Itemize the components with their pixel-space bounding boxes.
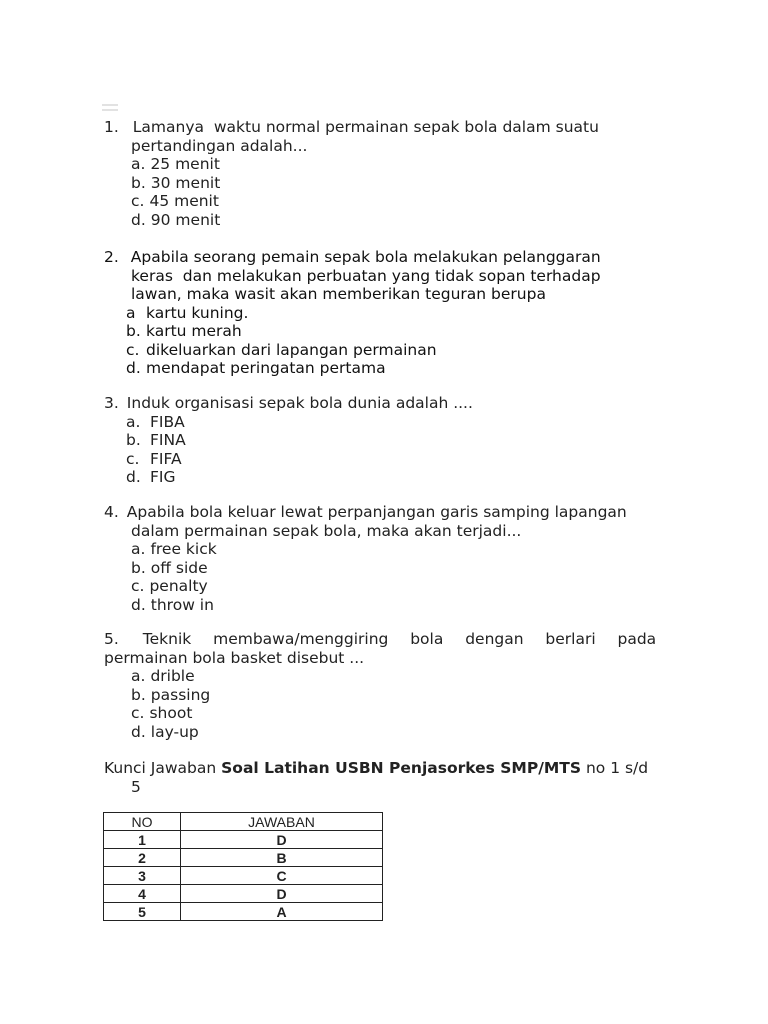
answer-key-suffix: no 1 s/d xyxy=(581,759,649,777)
option-d xyxy=(131,596,672,615)
option-letter: c. xyxy=(131,577,145,595)
question-5 xyxy=(104,630,672,741)
table-cell-answer: C xyxy=(181,867,383,885)
option-letter: a xyxy=(126,303,136,322)
table-cell-answer: D xyxy=(181,831,383,849)
table-header-row xyxy=(104,813,383,831)
option-a xyxy=(131,155,672,174)
answer-key-heading xyxy=(104,759,672,796)
option-c xyxy=(131,704,672,723)
option-text: dikeluarkan dari lapangan permainan xyxy=(146,340,437,359)
option-letter: d. xyxy=(131,595,146,614)
table-row xyxy=(104,831,383,849)
question-text-line: Lamanya waktu normal permainan sepak bola dalam suatu xyxy=(132,118,599,136)
question-5-options xyxy=(131,667,672,741)
question-text-line: lawan, maka wasit akan memberikan teguran berupa xyxy=(131,285,546,303)
question-2-stem xyxy=(104,248,672,304)
option-text: throw in xyxy=(150,595,214,614)
option-text: shoot xyxy=(149,704,193,722)
table-cell-no: 2 xyxy=(104,849,181,867)
question-2-options xyxy=(126,304,672,378)
option-letter: a. xyxy=(131,667,146,685)
question-3 xyxy=(104,394,672,487)
option-a xyxy=(126,413,672,432)
option-letter: a. xyxy=(126,412,141,431)
option-text: 30 menit xyxy=(150,173,221,192)
option-d xyxy=(131,723,672,742)
option-text: FIFA xyxy=(150,449,182,468)
option-text: penalty xyxy=(149,577,208,595)
option-letter: d. xyxy=(126,359,141,377)
question-3-options xyxy=(126,413,672,487)
option-text: lay-up xyxy=(150,722,199,741)
question-4-stem xyxy=(104,503,672,540)
table-cell-no: 5 xyxy=(104,903,181,921)
table-cell-answer: B xyxy=(181,849,383,867)
table-row xyxy=(104,867,383,885)
option-c xyxy=(126,341,672,360)
answer-key-range-end: 5 xyxy=(131,777,141,796)
table-row xyxy=(104,849,383,867)
option-text: 90 menit xyxy=(150,210,221,229)
question-number: 3. xyxy=(104,394,119,412)
question-number: 2. xyxy=(104,248,119,266)
option-a xyxy=(126,304,672,323)
option-text: passing xyxy=(150,685,211,704)
table-cell-no: 3 xyxy=(104,867,181,885)
table-cell-answer: A xyxy=(181,903,383,921)
option-c xyxy=(131,577,672,596)
option-b xyxy=(126,431,672,450)
option-text: kartu merah xyxy=(146,322,242,340)
option-text: 45 menit xyxy=(149,192,219,210)
option-text: drible xyxy=(150,667,195,685)
question-text-line: dalam permainan sepak bola, maka akan terjadi... xyxy=(131,521,522,540)
question-1-options xyxy=(131,155,672,229)
question-number: 4. xyxy=(104,503,119,521)
question-3-stem xyxy=(104,394,672,413)
option-letter: c. xyxy=(131,192,145,210)
option-text: mendapat peringatan pertama xyxy=(146,359,386,377)
option-letter: c. xyxy=(126,340,140,359)
question-2 xyxy=(104,248,672,378)
option-letter: a. xyxy=(131,155,146,173)
option-a xyxy=(131,540,672,559)
option-letter: c. xyxy=(131,704,145,722)
question-5-stem xyxy=(104,630,672,667)
question-1-stem xyxy=(104,118,672,155)
option-letter: b. xyxy=(131,685,146,704)
option-text: off side xyxy=(150,558,208,577)
option-a xyxy=(131,667,672,686)
answer-table xyxy=(103,812,383,921)
question-number: 5. xyxy=(104,630,119,648)
question-4 xyxy=(104,503,672,614)
option-d xyxy=(131,211,672,230)
option-text: free kick xyxy=(150,540,217,558)
option-d xyxy=(126,359,672,378)
option-b xyxy=(131,686,672,705)
option-text: 25 menit xyxy=(150,155,220,173)
question-number: 1. xyxy=(104,118,119,136)
column-header-jawaban: JAWABAN xyxy=(181,813,383,831)
faint-menu-icon xyxy=(102,104,118,116)
option-b xyxy=(126,322,672,341)
option-letter: b. xyxy=(131,173,146,192)
table-row xyxy=(104,903,383,921)
question-text-line: keras dan melakukan perbuatan yang tidak sopan terhadap xyxy=(131,266,601,285)
option-letter: b. xyxy=(126,322,141,340)
option-letter: d. xyxy=(126,468,141,486)
table-row xyxy=(104,885,383,903)
option-text: FIG xyxy=(150,468,176,486)
answer-key-title: Soal Latihan USBN Penjasorkes SMP/MTS xyxy=(221,759,582,777)
question-text-line: permainan bola basket disebut ... xyxy=(104,648,365,667)
table-cell-no: 1 xyxy=(104,831,181,849)
option-b xyxy=(131,559,672,578)
option-c xyxy=(126,450,672,469)
option-text: FINA xyxy=(150,431,186,449)
question-1 xyxy=(104,118,672,229)
option-d xyxy=(126,468,672,487)
table-cell-no: 4 xyxy=(104,885,181,903)
question-text-line: Induk organisasi sepak bola dunia adalah .... xyxy=(126,394,473,412)
table-cell-answer: D xyxy=(181,885,383,903)
question-4-options xyxy=(131,540,672,614)
option-letter: c. xyxy=(126,449,140,468)
question-text-line: Apabila seorang pemain sepak bola melakukan pelanggaran xyxy=(130,248,601,266)
option-c xyxy=(131,192,672,211)
option-text: kartu kuning. xyxy=(146,303,249,322)
option-letter: b. xyxy=(131,558,146,577)
question-text-line: pertandingan adalah... xyxy=(131,136,308,155)
answer-key-intro: Kunci Jawaban xyxy=(104,759,222,777)
option-letter: d. xyxy=(131,210,146,229)
option-b xyxy=(131,174,672,193)
option-text: FIBA xyxy=(150,412,185,431)
question-text-line: Apabila bola keluar lewat perpanjangan garis samping lapangan xyxy=(126,503,627,521)
question-text-line: Teknik membawa/menggiring bola dengan berlari pada xyxy=(142,630,657,648)
column-header-no: NO xyxy=(104,813,181,831)
option-letter: b. xyxy=(126,431,141,449)
option-letter: a. xyxy=(131,540,146,558)
option-letter: d. xyxy=(131,722,146,741)
